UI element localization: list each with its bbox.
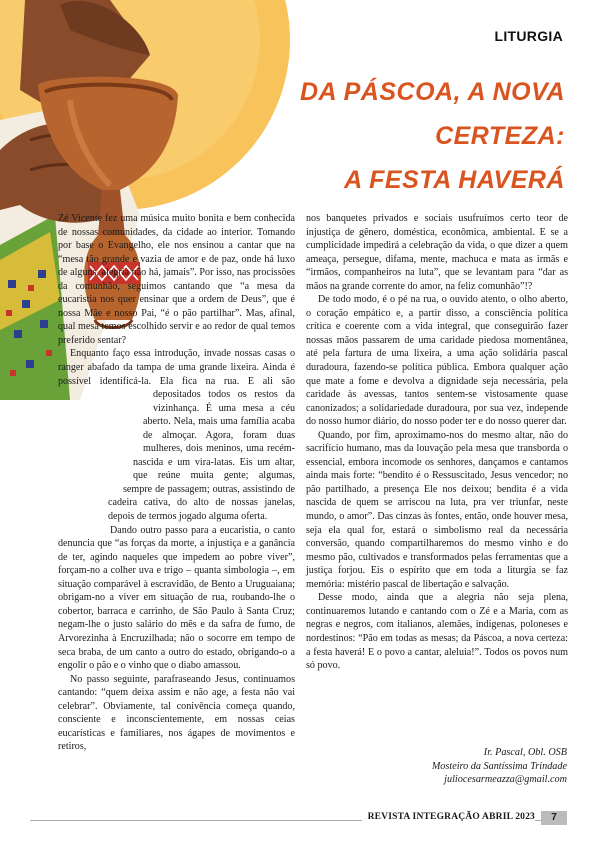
author-name: Ir. Pascal, Obl. OSB xyxy=(483,747,567,758)
title-line-1: DA PÁSCOA, A NOVA CERTEZA: xyxy=(300,78,565,150)
paragraph: Quando, por fim, aproximamo-nos do mesmo altar, não do sacrifício humano, mas da louvação pela mesa que transborda o essencial, embora incomode os senhores, dançamos e cantamos ainda mais forte: “bendito é o Ressuscitado, Jesus vencedor; no pão partilhado, a presença Ele nos deixou; bendita é a vida nascida de quem se arriscou na luta, pra ver triunfar, neste mundo, o amor”. Das cinzas às fontes, então, onde houver mesa, seja ela qual for, estará o simbolismo real da necessária conversão, quando compartilharemos do mesmo vinho e do mesmo pão, cultivados e transformados pelas ferramentas que a justiça forjou. Eis o espírito que em toda a liturgia se faz memória: mistério pascal de libertação e salvação. xyxy=(306,429,568,590)
author-organization: Mosteiro da Santíssima Trindade xyxy=(431,760,567,772)
author-signature xyxy=(432,746,567,787)
page-footer xyxy=(0,812,595,828)
page-number: 7 xyxy=(541,811,567,825)
paragraph: Desse modo, ainda que a alegria não seja plena, continuaremos lutando e cantando com o Zé e a Maria, com as negras e negros, com italianos, alemães, indígenas, poloneses e nordestinos: “Pão em todas as mesas; da Páscoa, a nova certeza: a festa haverá! E o povo a cantar, aleluia!”. Todos os povos num só povo. xyxy=(306,592,568,672)
section-label: LITURGIA xyxy=(494,28,563,44)
paragraph: No passo seguinte, parafraseando Jesus, continuamos cantando: “quem deixa assim e não age, a festa não vai celebrar”. Obviamente, tal conivência começa quando, consciente e inconscientemente, em nossas ceias eucarísticas e familiares, nos ágapes de movimentos e retiros, xyxy=(58,673,295,753)
paragraph: Zé Vicente fez uma música muito bonita e bem conhecida de nossas comunidades, da cidade ao interior. Tomando por base o Evangelho, ele nos ensinou a cantar que na “mesa tão grande e vazia de amor e de paz, onde há luxo de alguns, alegria não há, jamais”. Por isso, nas procissões da comunhão, seguimos cantando que “a mesa da eucaristia nos quer ensinar que a ordem de Deus”, que é nossa Mãe e nosso Pai, “é o pão partilhar”. Mas, afinal, qual mesa temos escolhido servir e ao redor de qual temos preferido sentar? xyxy=(58,213,295,346)
author-email: juliocesarmeazza@gmail.com xyxy=(444,774,567,785)
paragraph: Dando outro passo para a eucaristia, o canto denuncia que “as forças da morte, a injustiça e a ganância de ter, agindo naqueles que impedem ao pobre viver”, forçam-no a colher uva e trigo – quanta simbologia –, em situação comparável à escravidão, de Bento a Uruguaiana; obrigam-no a viver em situação de rua, roubando-lhe o cobertor, barraca e carrinho, de São Paulo à Santa Cruz; negam-lhe o justo salário do mês e da safra de fumo, de Arvorezinha à Encruzilhada; não o socorre em tempo de seca braba, de um canto a outro do estado, obrigando-o a engolir o pão e o vinho que o diabo amassou. xyxy=(58,524,295,672)
column-left xyxy=(58,212,295,754)
article-title xyxy=(245,70,565,202)
title-line-2: A FESTA HAVERÁ xyxy=(344,166,565,194)
paragraph: Enquanto faço essa introdução, invade nossas casas o ranger abafado da tampa de uma grande lixeira. Ainda é possível identificá-la. Ela fica na rua. E ali são depositados todos os restos da vizinhança. É uma mesa a céu aberto. Nela, mais uma família acaba de almoçar. Agora, foram duas mulheres, dois meninos, uma recém-nascida e um vira-latas. Eis um altar, que reúne muita gente; algumas, sempre de passagem; outras, assistindo de cadeira cativa, do alto de nossas janelas, depois de termos jogado alguma oferta. xyxy=(58,348,295,523)
paragraph: nos banquetes privados e sociais usufruímos certo teor de injustiça de gênero, doméstica, econômica, ambiental. E se a cumplicidade impedirá a celebração da vida, o que dizer a quem ameaça, persegue, difama, mente, machuca e mata as irmãs e “irmãos, companheiros na luta”, que se levantam para “dar as mãos na grande corrente do amor, na feliz comunhão”!? xyxy=(306,213,568,292)
column-right xyxy=(306,212,568,673)
paragraph: De todo modo, é o pé na rua, o ouvido atento, o olho aberto, o coração empático e, a partir disso, a consciência política crítica e coerente com a vida integral, que conseguirão fazer nossas mãos passarem de uma caridade piedosa momentânea, até pela fartura de uma lixeira, a uma ação solidária pascal duradoura, fazendo-se política pública. Embora qualquer ação que mate a fome e devolva a dignidade seja necessária, pela caridade às avessas, tantos sentem-se vistosamente quase canonizados; a solidariedade duradoura, por sua vez, independe do nosso humor diário, do nosso poder ter e do nosso querer dar. xyxy=(306,294,568,428)
magazine-name: REVISTA INTEGRAÇÃO ABRIL 2023 xyxy=(362,812,535,822)
